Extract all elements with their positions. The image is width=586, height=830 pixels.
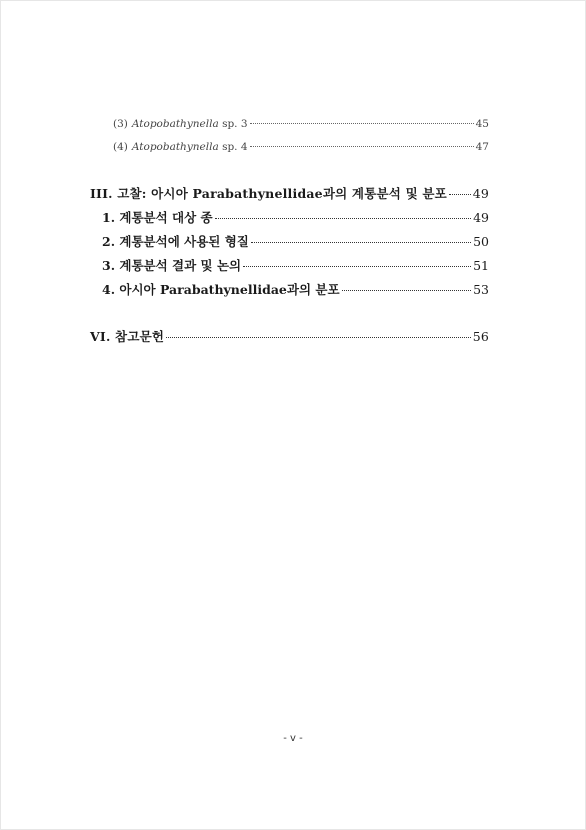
toc-entry-label: 2. 계통분석에 사용된 형질	[102, 234, 249, 249]
toc-page-number: 45	[475, 118, 489, 130]
toc-entry-label: 1. 계통분석 대상 종	[102, 210, 213, 225]
toc-entry-chapter[interactable]	[90, 184, 489, 202]
toc-page-number: 47	[475, 141, 489, 153]
dot-leader	[342, 290, 472, 291]
toc-page-number: 53	[473, 282, 489, 297]
toc-entry-label: 3. 계통분석 결과 및 논의	[102, 258, 242, 273]
toc-page-number: 49	[473, 210, 489, 225]
toc-entry-sub[interactable]	[113, 141, 489, 153]
dot-leader	[215, 218, 471, 219]
toc-entry-label: 4. 아시아 Parabathynellidae과의 분포	[102, 282, 340, 297]
toc-entry-section[interactable]	[102, 280, 489, 298]
toc-entry-label: (4) Atopobathynella sp. 4	[113, 141, 248, 153]
dot-leader	[250, 123, 474, 124]
toc-entry-label: VI. 참고문헌	[90, 329, 165, 344]
page-footer-number: - v -	[283, 733, 303, 744]
dot-leader	[449, 194, 471, 195]
toc-page-number: 50	[473, 234, 489, 249]
toc-entry-section[interactable]	[102, 208, 489, 226]
toc-entry-label: (3) Atopobathynella sp. 3	[113, 118, 248, 130]
toc-entry-label: III. 고찰: 아시아 Parabathynellidae과의 계통분석 및 분포	[90, 186, 447, 201]
dot-leader	[251, 242, 471, 243]
toc-entry-section[interactable]	[102, 256, 489, 274]
dot-leader	[250, 146, 474, 147]
toc-page-number: 51	[473, 258, 489, 273]
toc-page-number: 56	[472, 329, 489, 344]
dot-leader	[243, 266, 471, 267]
toc-page-number: 49	[472, 186, 489, 201]
toc-entry-chapter[interactable]	[90, 327, 489, 345]
dot-leader	[166, 337, 471, 338]
toc-entry-section[interactable]	[102, 232, 489, 250]
toc-entry-sub[interactable]	[113, 118, 489, 130]
